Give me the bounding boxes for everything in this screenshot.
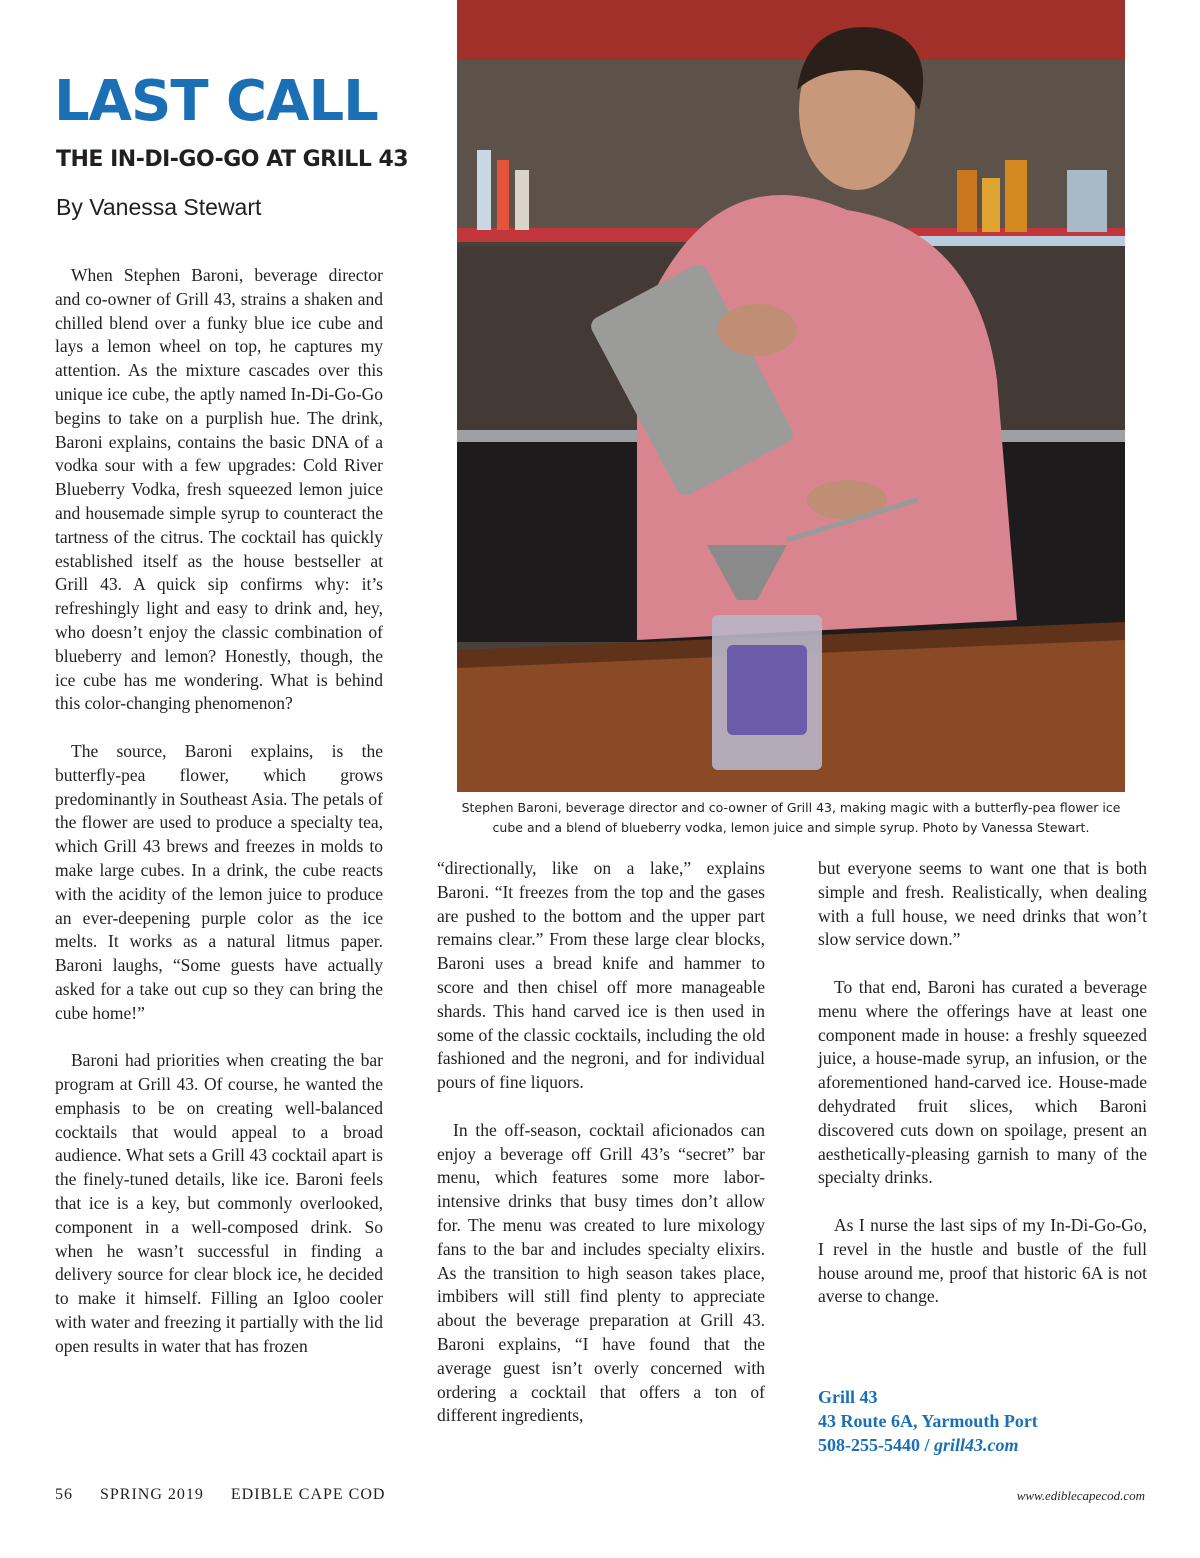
photo-caption — [440, 798, 1142, 838]
restaurant-website-link[interactable]: grill43.com — [934, 1435, 1019, 1455]
restaurant-phone: 508-255-5440 / — [818, 1435, 930, 1455]
bartender-photo — [457, 0, 1125, 792]
publication-name: EDIBLE CAPE COD — [230, 1486, 386, 1503]
paragraph: As I nurse the last sips of my In-Di-Go-Go, I revel in the hustle and bustle of the full house around me, proof that historic 6A is not averse to change. — [818, 1214, 1147, 1307]
restaurant-address: 43 Route 6A, Yarmouth Port — [818, 1411, 1038, 1431]
restaurant-info — [818, 1385, 1158, 1457]
article-subtitle: THE IN-DI-GO-GO AT GRILL 43 — [56, 147, 409, 172]
article-column-3 — [818, 857, 1147, 1309]
article-title: LAST CALL — [54, 69, 378, 134]
caption-line: cube and a blend of blueberry vodka, lemon juice and simple syrup. Photo by Vanessa Stewart. — [492, 820, 1090, 835]
page-number: 56 — [55, 1486, 73, 1503]
byline: By Vanessa Stewart — [56, 194, 262, 220]
paragraph: The source, Baroni explains, is the butterfly-pea flower, which grows predominantly in Southeast Asia. The petals of the flower are used to produce a specialty tea, which Grill 43 brews and freezes in molds to make large cubes. In a drink, the cube reacts with the acidity of the lemon juice to produce an ever-deepening purple color as the ice melts. It works as a natural litmus paper. Baroni laughs, “Some guests have actually asked for a take out cup so they can bring the cube home!” — [55, 740, 383, 1023]
restaurant-name: Grill 43 — [818, 1387, 878, 1407]
issue-date: SPRING 2019 — [100, 1486, 204, 1503]
paragraph: Baroni had priorities when creating the bar program at Grill 43. Of course, he wanted the emphasis to be on creating well-balanced cocktails that would appeal to a broad audience. What sets a Grill 43 cocktail apart is the finely-tuned details, like ice. Baroni feels that ice is a key, but commonly overlooked, component in a well-composed drink. So when he wasn’t successful in finding a delivery source for clear block ice, he decided to make it himself. Filling an Igloo cooler with water and freezing it partially with the lid open results in water that has frozen — [55, 1050, 383, 1356]
website-url[interactable]: www.ediblecapecod.com — [1016, 1488, 1145, 1503]
paragraph: To that end, Baroni has curated a beverage menu where the offerings have at least one component made in house: a freshly squeezed juice, a house-made syrup, an infusion, or the aforementioned hand-carved ice. House-made dehydrated fruit slices, which Baroni discovered cuts down on spoilage, present an aesthetically-pleasing garnish to many of the specialty drinks. — [818, 976, 1147, 1188]
caption-line: Stephen Baroni, beverage director and co-owner of Grill 43, making magic with a butterfly-pea flower ice — [461, 800, 1121, 815]
paragraph: “directionally, like on a lake,” explains Baroni. “It freezes from the top and the gases are pushed to the bottom and the upper part remains clear.” From these large clear blocks, Baroni uses a bread knife and hammer to score and then chisel off more manageable shards. This hand carved ice is then used in some of the classic cocktails, including the old fashioned and the negroni, and for individual pours of fine liquors. — [437, 858, 765, 1093]
article-column-2 — [437, 857, 765, 1428]
paragraph: In the off-season, cocktail aficionados can enjoy a beverage off Grill 43’s “secret” bar menu, which features some more labor-intensive drinks that busy times don’t allow for. The menu was created to lure mixology fans to the bar and includes specialty elixirs. As the transition to high season takes place, imbibers will still find plenty to appreciate about the beverage preparation at Grill 43. Baroni explains, “I have found that the average guest isn’t overly concerned with ordering a cocktail that offers a ton of different ingredients, — [437, 1119, 765, 1426]
article-column-1 — [55, 264, 383, 1359]
restaurant-phone-line — [818, 1433, 1158, 1457]
paragraph: When Stephen Baroni, beverage director and co-owner of Grill 43, strains a shaken and chilled blend over a funky blue ice cube and lays a lemon wheel on top, he captures my attention. As the mixture cascades over this unique ice cube, the aptly named In-Di-Go-Go begins to take on a purplish hue. The drink, Baroni explains, contains the basic DNA of a vodka sour with a few upgrades: Cold River Blueberry Vodka, fresh squeezed lemon juice and housemade simple syrup to counteract the tartness of the citrus. The cocktail has quickly established itself as the house bestseller at Grill 43. A quick sip confirms why: it’s refreshingly light and easy to drink and, hey, who doesn’t enjoy the classic combination of blueberry and lemon? Honestly, though, the ice cube has me wondering. What is behind this color-changing phenomenon? — [55, 265, 383, 714]
paragraph: but everyone seems to want one that is both simple and fresh. Realistically, when dealing with a full house, we need drinks that won’t slow service down.” — [818, 858, 1147, 950]
page-footer — [55, 1486, 407, 1504]
